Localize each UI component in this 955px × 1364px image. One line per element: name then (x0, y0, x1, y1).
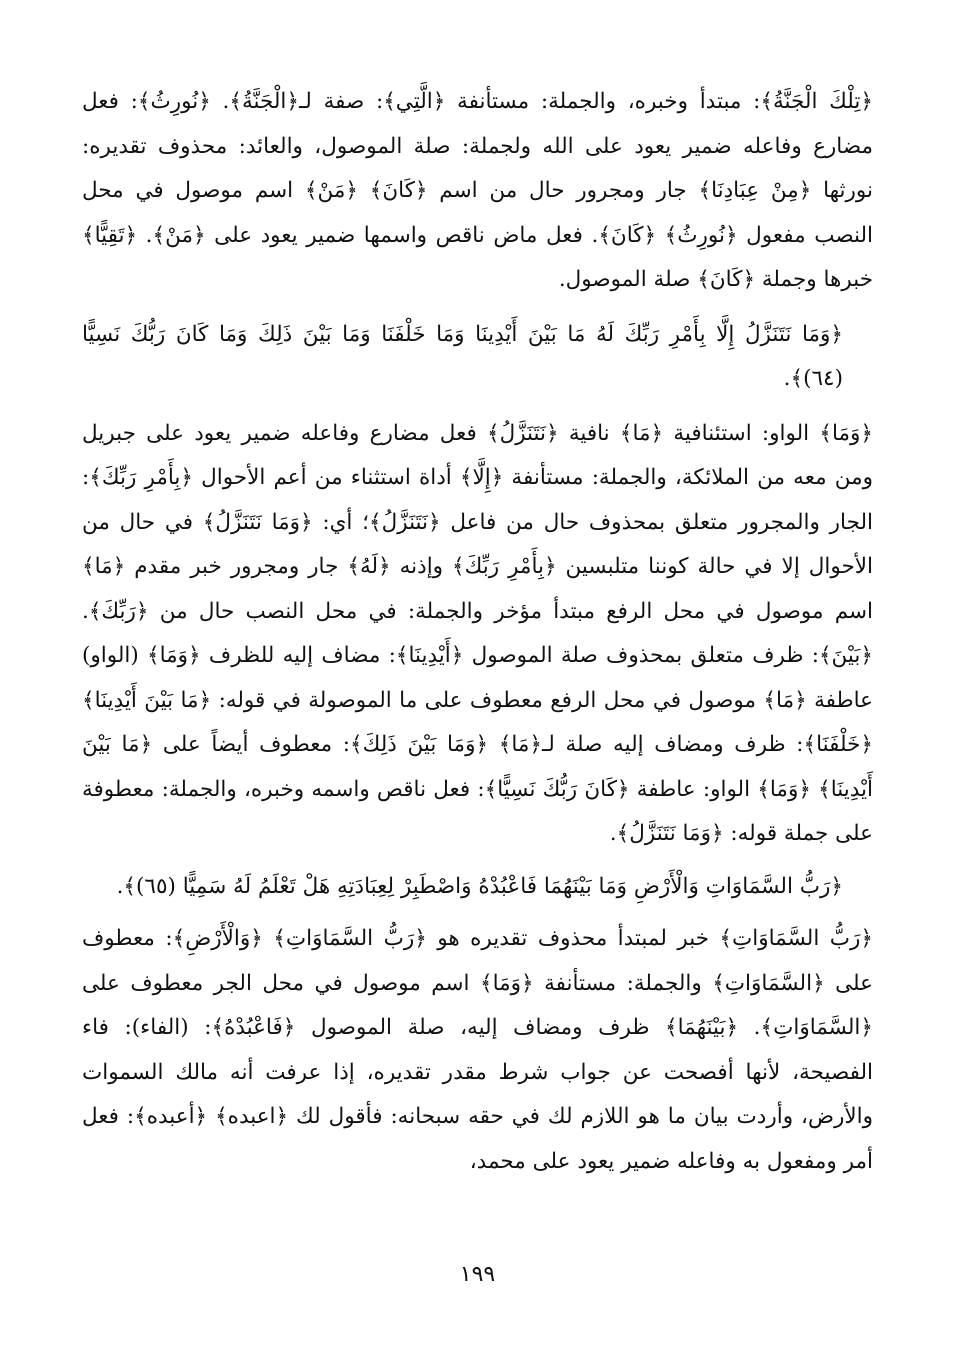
quran-verse-65: ﴿رَبُّ السَّمَاوَاتِ وَالْأَرْضِ وَمَا بَيْنَهُمَا فَاعْبُدْهُ وَاصْطَبِرْ لِعِبَادَتِهِ هَلْ تَعْلَمُ لَهُ سَمِيًّا (٦٥)﴾. (116, 873, 843, 899)
quran-verse-64: ﴿وَمَا نَتَنَزَّلُ إِلَّا بِأَمْرِ رَبِّكَ لَهُ مَا بَيْنَ أَيْدِينَا وَمَا خَلْفَنَا وَمَا بَيْنَ ذَلِكَ وَمَا كَانَ رَبُّكَ نَسِيًّا (٦٤)﴾. (82, 321, 843, 391)
paragraph-2: ﴿وَمَا﴾ الواو: استئنافية ﴿مَا﴾ نافية ﴿نَتَنَزَّلُ﴾ فعل مضارع وفاعله ضمير يعود على جبريل ومن معه من الملائكة، والجملة: مستأنفة ﴿إِلَّا﴾ أداة استثناء من أعم الأحوال ﴿بِأَمْرِ رَبِّكَ﴾: الجار والمجرور متعلق بمحذوف حال من فاعل ﴿نَتَنَزَّلُ﴾؛ أي: ﴿وَمَا نَتَنَزَّلُ﴾ في حال من الأحوال إلا في حالة كوننا متلبسين ﴿بِأَمْرِ رَبِّكَ﴾ وإذنه ﴿لَهُ﴾ جار ومجرور خبر مقدم ﴿مَا﴾ اسم موصول في محل الرفع مبتدأ مؤخر والجملة: في محل النصب حال من ﴿رَبِّكَ﴾. ﴿بَيْنَ﴾: ظرف متعلق بمحذوف صلة الموصول ﴿أَيْدِينَا﴾: مضاف إليه للظرف ﴿وَمَا﴾ (الواو) عاطفة ﴿مَا﴾ موصول في محل الرفع معطوف على ما الموصولة في قوله: ﴿مَا بَيْنَ أَيْدِينَا﴾ ﴿خَلْفَنَا﴾: ظرف ومضاف إليه صلة لـ﴿مَا﴾ ﴿وَمَا بَيْنَ ذَلِكَ﴾: معطوف أيضاً على ﴿مَا بَيْنَ أَيْدِينَا﴾ ﴿وَمَا﴾ الواو: عاطفة ﴿كَانَ رَبُّكَ نَسِيًّا﴾: فعل ناقص واسمه وخبره، والجملة: معطوفة على جملة قوله: ﴿وَمَا نَتَنَزَّلُ﴾. (82, 420, 873, 846)
paragraph-3: ﴿رَبُّ السَّمَاوَاتِ﴾ خبر لمبتدأ محذوف تقديره هو ﴿رَبُّ السَّمَاوَاتِ﴾ ﴿وَالْأَرْضِ﴾: معطوف على ﴿السَّمَاوَاتِ﴾ والجملة: مستأنفة ﴿وَمَا﴾ اسم موصول في محل الجر معطوف على ﴿السَّمَاوَاتِ﴾. ﴿بَيْنَهُمَا﴾ ظرف ومضاف إليه، صلة الموصول ﴿فَاعْبُدْهُ﴾: (الفاء): فاء الفصيحة، لأنها أفصحت عن جواب شرط مقدر تقديره، إذا عرفت أنه مالك السموات والأرض، وأردت بيان ما هو اللازم لك في حقه سبحانه: فأقول لك ﴿اعبده﴾ ﴿أعبده﴾: فعل أمر ومفعول به وفاعله ضمير يعود على محمد، (82, 926, 873, 1174)
paragraph-1: ﴿تِلْكَ الْجَنَّةُ﴾: مبتدأ وخبره، والجملة: مستأنفة ﴿الَّتِي﴾: صفة لـ﴿الْجَنَّةُ﴾. ﴿نُورِثُ﴾: فعل مضارع وفاعله ضمير يعود على الله ولجملة: صلة الموصول، والعائد: محذوف تقديره: نورثها ﴿مِنْ عِبَادِنَا﴾ جار ومجرور حال من اسم ﴿كَانَ﴾ ﴿مَنْ﴾ اسم موصول في محل النصب مفعول ﴿نُورِثُ﴾ ﴿كَانَ﴾. فعل ماض ناقص واسمها ضمير يعود على ﴿مَنْ﴾. ﴿تَقِيًّا﴾ خبرها وجملة ﴿كَانَ﴾ صلة الموصول. (82, 89, 873, 292)
page-number: ١٩٩ (459, 1262, 496, 1287)
